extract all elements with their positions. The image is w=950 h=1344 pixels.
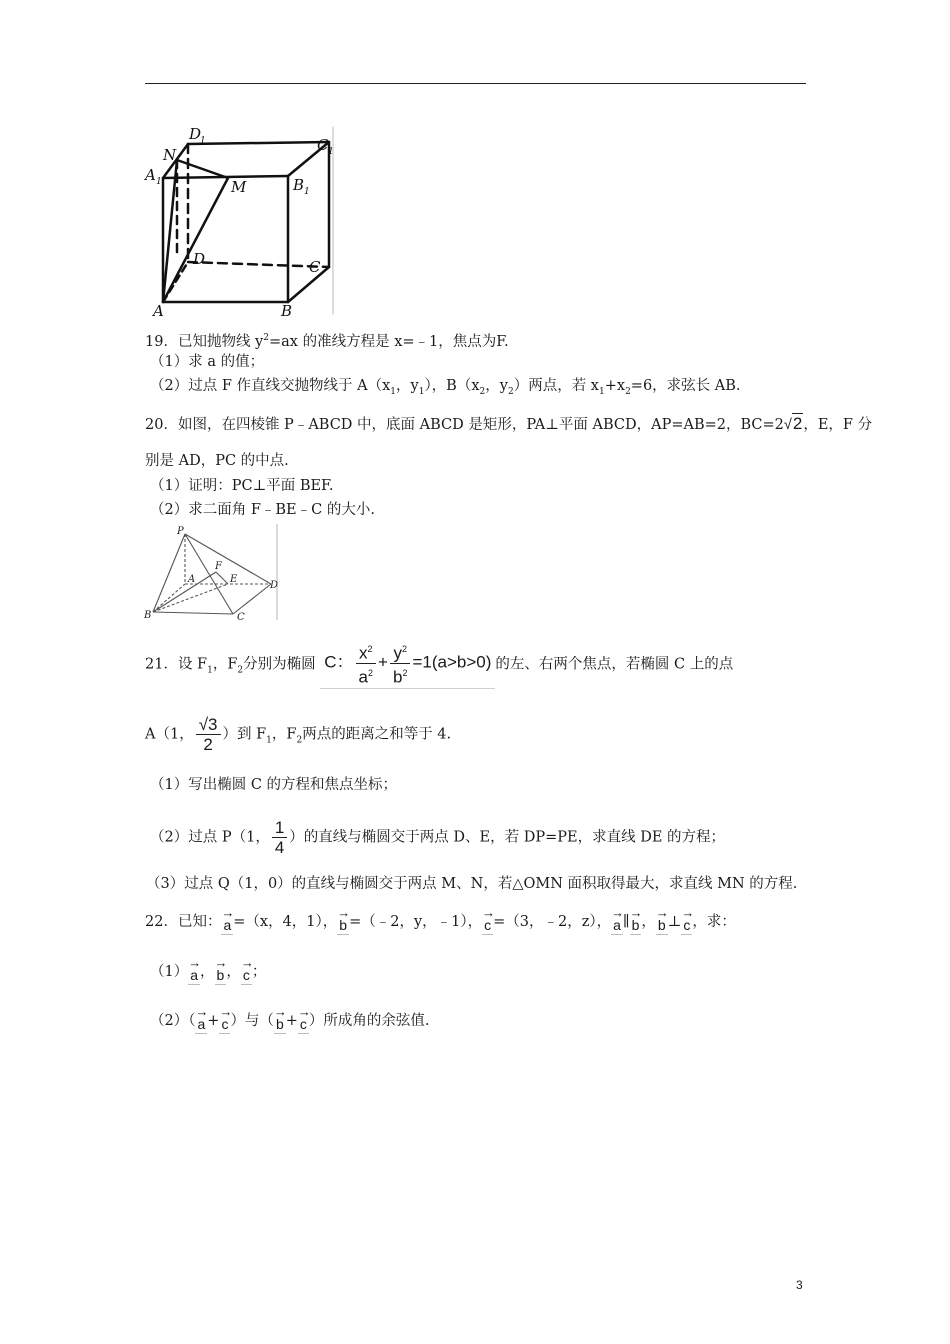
label-E: E [230, 574, 238, 585]
label-A: A [188, 574, 196, 585]
q22-part1: （1）→ a ，→ b ，→ c ； [150, 962, 266, 985]
q21-part2: （2）过点 P（1， $\frac{1}{4}$ ）的直线与椭圆交于两点 D、E，若 DP=PE，求直线 DE 的方程； [150, 818, 726, 857]
q19-part1: （1）求 a 的值； [150, 354, 265, 370]
sqrt-2: √2 [783, 414, 803, 433]
label-D: D [193, 250, 206, 268]
q19-part2: （2）过点 F 作直线交抛物线于 $A(x_1$，$y_1$），$B(x_2$，$y_2$）两点，若 $x_1+x_2=6$，求弦长 AB. [150, 378, 741, 397]
q19-stem: 19．已知抛物线 $y^2=ax$ 的准线方程是 x=﹣1，焦点为F. [145, 333, 509, 350]
label-A: A [153, 302, 164, 317]
svg-text:1: 1 [156, 177, 162, 187]
q21-part3: （3）过点 Q（1，0）的直线与椭圆交于两点 M、N，若△OMN 面积取得最大，求直线 MN 的方程. [146, 876, 798, 892]
q20-stem: 20．如图，在四棱锥 P﹣ABCD 中，底面 ABCD 是矩形，PA⊥平面 ABCD，AP=AB=2，BC=2√2，E，F 分 [145, 414, 873, 433]
label-C: C [237, 612, 245, 622]
cuboid-figure [143, 122, 338, 317]
q20-part1: （1）证明：PC⊥平面 BEF. [150, 478, 334, 494]
svg-text:1: 1 [200, 136, 206, 146]
q21-stem: 21．设 $F_1$，$F_2$分别为椭圆 C： $\frac{x^2}{a^2}$ + $\frac{y^2}{b^2}$ =1(a>b>0) 的左、右两个焦点，若椭圆 C 上的点 [145, 640, 733, 689]
label-D1: D [189, 125, 202, 143]
label-M: M [231, 178, 247, 196]
q21-point-A: A（1， $\frac{√3}{2}$ ）到 $F_1$，$F_2$两点的距离之和等于 4. [145, 715, 452, 754]
q20-part2: （2）求二面角 F﹣BE﹣C 的大小. [150, 502, 375, 518]
label-C1: C [317, 136, 329, 154]
label-F: F [215, 561, 222, 572]
label-C: C [309, 258, 321, 276]
header-rule [145, 83, 806, 84]
q22-stem: 22．已知：→ a =（x，4，1），→ b =（﹣2，y，﹣1），→ c =（3，﹣2，z），→ a ∥→ b ，→ b ⊥→ c ，求： [145, 912, 736, 935]
svg-text:1: 1 [328, 147, 334, 157]
q20-stem-cont: 别是 AD，PC 的中点. [145, 453, 289, 469]
label-A1: A [145, 166, 156, 184]
label-B: B [281, 302, 293, 317]
pyramid-figure [143, 522, 283, 622]
svg-text:1: 1 [304, 187, 310, 197]
label-B: B [144, 610, 152, 621]
label-N: N [163, 146, 177, 164]
label-P: P [177, 526, 184, 537]
label-B1: B [293, 176, 305, 194]
label-D: D [270, 580, 279, 591]
ellipse-equation: C： $\frac{x^2}{a^2}$ + $\frac{y^2}{b^2}$ =1(a>b>0) [320, 640, 495, 689]
q21-part1: （1）写出椭圆 C 的方程和焦点坐标； [150, 777, 398, 793]
q22-part2: （2）（→ a +→ c ）与（→ b +→ c ）所成角的余弦值. [150, 1011, 430, 1034]
page-number: 3 [796, 1278, 803, 1292]
